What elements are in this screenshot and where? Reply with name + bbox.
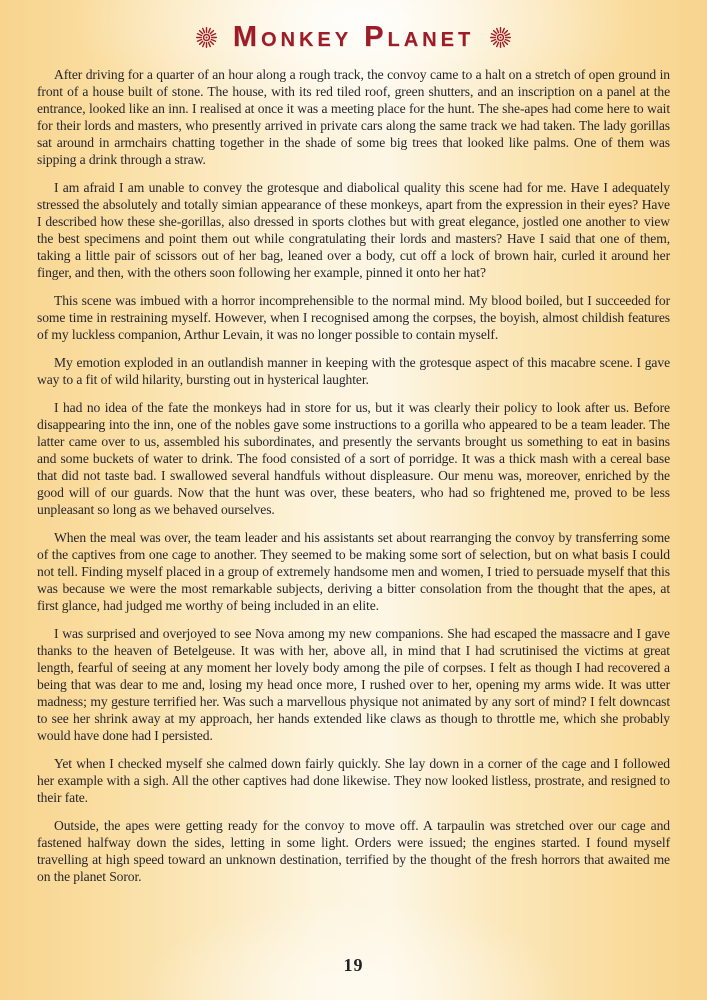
page-title: Monkey Planet <box>232 20 475 53</box>
sunburst-rosette-icon <box>195 26 218 49</box>
paragraph: Outside, the apes were getting ready for the convoy to move off. A tarpaulin was stretched over our cage and fastened halfway down the sides, letting in some light. Orders were issued; the engines started. I found myself travelling at high speed toward an unknown destination, terrified by the thought of the fresh horrors that awaited me on the planet Soror. <box>37 818 670 884</box>
paragraph: After driving for a quarter of an hour along a rough track, the convoy came to a halt on a stretch of open ground in front of a house built of stone. The house, with its red tiled roof, green shutters, and an inscription on a panel at the entrance, looked like an inn. I realised at once it was a meeting place for the hunt. The she-apes had come here to wait for their lords and masters, who presently arrived in private cars along the same track we had taken. The lady gorillas sat around in armchairs chatting together in the shade of some big trees that looked like palms. One of them was sipping a drink through a straw. <box>37 67 670 167</box>
paragraph: My emotion exploded in an outlandish manner in keeping with the grotesque aspect of this macabre scene. I gave way to a fit of wild hilarity, bursting out in hysterical laughter. <box>37 355 670 387</box>
paragraph: I was surprised and overjoyed to see Nova among my new companions. She had escaped the massacre and I gave thanks to the heaven of Betelgeuse. It was with her, above all, in mind that I had scrutinised the victims at great length, fearful of seeing at any moment her lovely body among the pile of corpses. I felt as though I had recovered a being that was dear to me and, losing my head once more, I rushed over to her, opening my arms wide. It was utter madness; my gesture terrified her. Was such a marvellous physique not animated by any sort of mind? I felt downcast to see her shrink away at my approach, her hands extended like claws as though to throttle me, which she probably would have done had I persisted. <box>37 626 670 743</box>
paragraph: When the meal was over, the team leader and his assistants set about rearranging the convoy by transferring some of the captives from one cage to another. They seemed to be making some sort of selection, but on what basis I could not tell. Finding myself placed in a group of extremely handsome men and women, I tried to persuade myself that this was because we were the most remarkable subjects, deriving a bitter consolation from the thought that the apes, at first glance, had judged me worthy of being included in an elite. <box>37 530 670 613</box>
paragraph: I had no idea of the fate the monkeys had in store for us, but it was clearly their policy to look after us. Before disappearing into the inn, one of the nobles gave some instructions to a gorilla who appeared to be a team leader. The latter came over to us, assembled his subordinates, and presently the servants brought us something to eat in basins and some buckets of water to drink. The food consisted of a sort of porridge. It was a thick mash with a cereal base that did not taste bad. I swallowed several handfuls without displeasure. Our menu was, moreover, enriched by the good will of our guards. Now that the hunt was over, these beaters, who had so frightened me, proved to be less unpleasant so long as we behaved ourselves. <box>37 400 670 517</box>
page-header <box>0 0 707 62</box>
paragraph: Yet when I checked myself she calmed down fairly quickly. She lay down in a corner of the cage and I followed her example with a sigh. All the other captives had done likewise. They now looked listless, prostrate, and resigned to their fate. <box>37 756 670 805</box>
body-text <box>37 66 670 885</box>
page-footer <box>0 955 707 976</box>
paragraph: This scene was imbued with a horror incomprehensible to the normal mind. My blood boiled, but I succeeded for some time in restraining myself. However, when I recognised among the corpses, the boyish, almost childish features of my luckless companion, Arthur Levain, it was no longer possible to contain myself. <box>37 293 670 342</box>
page-number: 19 <box>343 955 364 975</box>
sunburst-rosette-icon <box>489 26 512 49</box>
paragraph: I am afraid I am unable to convey the grotesque and diabolical quality this scene had for me. Have I adequately stressed the absolutely and totally simian appearance of these monkeys, apart from the expression in their eyes? Have I described how these she-gorillas, also dressed in sports clothes but with great elegance, jostled one another to view the best specimens and point them out while congratulating their lords and masters? Have I said that one of them, taking a little pair of scissors out of her bag, leaned over a body, cut off a lock of brown hair, curled it around her finger, and then, with the others soon following her example, pinned it onto her hat? <box>37 180 670 280</box>
